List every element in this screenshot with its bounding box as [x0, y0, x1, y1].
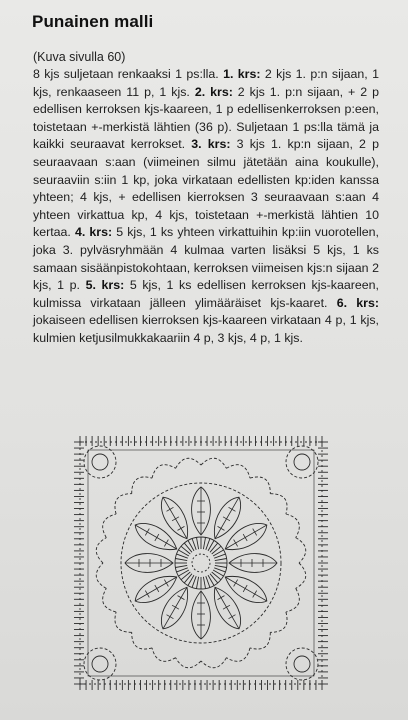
dc-stitch [210, 543, 218, 552]
dc-stitch [184, 574, 192, 583]
chain-arch [103, 588, 116, 612]
stitch-bar [172, 517, 179, 521]
dc-stitch [203, 537, 205, 549]
dc-stitch [175, 565, 187, 567]
chain-arch [103, 514, 116, 538]
stitch-bar [172, 605, 179, 609]
petal-cluster [125, 554, 173, 573]
chain-arch [132, 477, 152, 494]
round-label: 4. krs: [74, 225, 113, 240]
stitch-bar [155, 585, 159, 592]
dc-stitch [210, 574, 218, 583]
stitch-bar [243, 534, 247, 541]
chain-arch [96, 538, 106, 563]
chain-arch [296, 563, 306, 588]
chain-arch [201, 458, 226, 468]
stitch-bar [145, 591, 149, 598]
chain-arch [152, 465, 176, 478]
chain-arch [152, 648, 176, 661]
stitch-bar [223, 517, 230, 521]
dc-stitch [175, 559, 187, 561]
stitch-bar [218, 596, 225, 600]
chain-arch [286, 588, 299, 612]
chain-arch [286, 514, 299, 538]
round-label: 3. krs: [191, 137, 231, 152]
crochet-chart-icon [70, 432, 332, 694]
chain-arch [226, 465, 250, 478]
corner-chain-loop [92, 454, 108, 470]
chain-arch [201, 658, 226, 668]
petal-cluster [192, 591, 211, 639]
stitch-bar [167, 615, 174, 619]
corner-chain-loop [84, 446, 116, 478]
round-label: 2. krs: [194, 84, 233, 99]
dc-stitch [212, 546, 221, 554]
dc-stitch [215, 559, 227, 561]
petal-cluster [221, 569, 272, 609]
stitch-bar [167, 507, 174, 511]
chart-border [80, 442, 322, 684]
stitch-bar [223, 605, 230, 609]
stitch-bar [229, 615, 236, 619]
dc-stitch [197, 577, 199, 589]
dc-stitch [181, 572, 190, 580]
dc-stitch [215, 565, 227, 567]
page-title: Punainen malli [32, 12, 154, 31]
chain-arch [296, 538, 306, 563]
chain-arch [226, 648, 250, 661]
chain-arch [270, 612, 287, 632]
instructions-paragraph [33, 66, 379, 348]
petal-cluster [221, 517, 272, 557]
stitch-bar [155, 534, 159, 541]
chain-arch [132, 632, 152, 649]
dc-stitch [197, 537, 199, 549]
petal-cluster [207, 583, 247, 634]
stitch-bar [234, 540, 238, 547]
stitch-bar [253, 591, 257, 598]
dc-stitch [181, 546, 190, 554]
chain-arch [115, 494, 132, 514]
round-label: 5. krs: [85, 278, 125, 293]
petal-cluster [192, 487, 211, 535]
petal-cluster [155, 492, 195, 543]
round-label: 1. krs: [223, 67, 261, 81]
chart-border-inner [88, 450, 314, 676]
stitch-bar [164, 540, 168, 547]
stitch-bar [178, 526, 185, 530]
petal-cluster [155, 583, 195, 634]
chain-arch [250, 632, 270, 649]
petal-cluster [130, 569, 181, 609]
stitch-bar [243, 585, 247, 592]
chain-arch [176, 658, 201, 668]
round-label: 6. krs: [336, 295, 379, 310]
instruction-text: 2 kjs 1. p:n sijaan, 1 kjs, renkaaseen 11 p, 1 kjs. [33, 67, 379, 99]
stitch-bar [145, 529, 149, 536]
stitch-bar [253, 529, 257, 536]
corner-chain-loop [92, 656, 108, 672]
dc-stitch [212, 572, 221, 580]
dc-stitch [203, 577, 205, 589]
chain-arch [96, 563, 106, 588]
stitch-bar [234, 580, 238, 587]
stitch-bar [164, 580, 168, 587]
petal-cluster [130, 517, 181, 557]
chain-arch [176, 458, 201, 468]
instruction-text: 2 kjs 1. p:n sijaan, + 2 p edellisen kerroksen kjs-kaareen, 1 p edellisenkerroksen p:een, toistetaan +-merkistä lähtien (36 p). Suljetaan 1 ps:lla tämä ja kaikki seuraavat kerrokset. [33, 84, 379, 152]
corner-chain-loop [286, 446, 318, 478]
crochet-chart-drawing [70, 432, 332, 694]
corner-chain-loop [294, 656, 310, 672]
chain-arch [270, 494, 287, 514]
instruction-text: 3 kjs 1. kp:n sijaan, 2 p seuraavaan s:aan (viimeinen silmu jätetään aina koukulle), seuraaviin s:iin 1 kp, joka virkataan edellisten kp:iden kanssa yhteen; 4 kjs, + edellisen kierroksen 3 seuraavaan s:aan 4 yhteen virkattua kp, 4 kjs, toistetaan +-merkistä lähtien 10 kertaa. [33, 137, 379, 240]
corner-chain-loop [286, 648, 318, 680]
instruction-text: 5 kjs, 1 ks edellisen kerroksen kjs-kaareen, kulmissa virkataan jälleen ylimääräiset kjs-kaaret. [33, 278, 380, 310]
instruction-text: jokaiseen edellisen kierroksen kjs-kaareen virkataan 4 p, 1 kjs, kulmien ketjusilmukkakaariin 4 p, 3 kjs, 4 p, 1 kjs. [33, 313, 379, 345]
stitch-bar [229, 507, 236, 511]
instruction-text: 5 kjs, 1 ks yhteen virkattuihin kp:iin vuorotellen, joka 3. pylväsryhmään 4 kulmaa varten lisäksi 5 kjs, 1 ks samaan sisäänpistokohtaan, kerroksen viimeisen kjs:n sijaan 2 kjs, 1 p. [33, 225, 379, 293]
corner-chain-loop [294, 454, 310, 470]
dc-stitch [184, 543, 192, 552]
petal-cluster [229, 554, 277, 573]
page-reference: (Kuva sivulla 60) [33, 50, 126, 64]
instruction-text: 8 kjs suljetaan renkaaksi 1 ps:lla. [33, 67, 224, 81]
chain-arch [115, 612, 132, 632]
stitch-bar [178, 596, 185, 600]
stitch-bar [218, 526, 225, 530]
chain-arch [250, 477, 270, 494]
corner-chain-loop [84, 648, 116, 680]
center-chain-ring [192, 554, 210, 572]
petal-cluster [207, 492, 247, 543]
